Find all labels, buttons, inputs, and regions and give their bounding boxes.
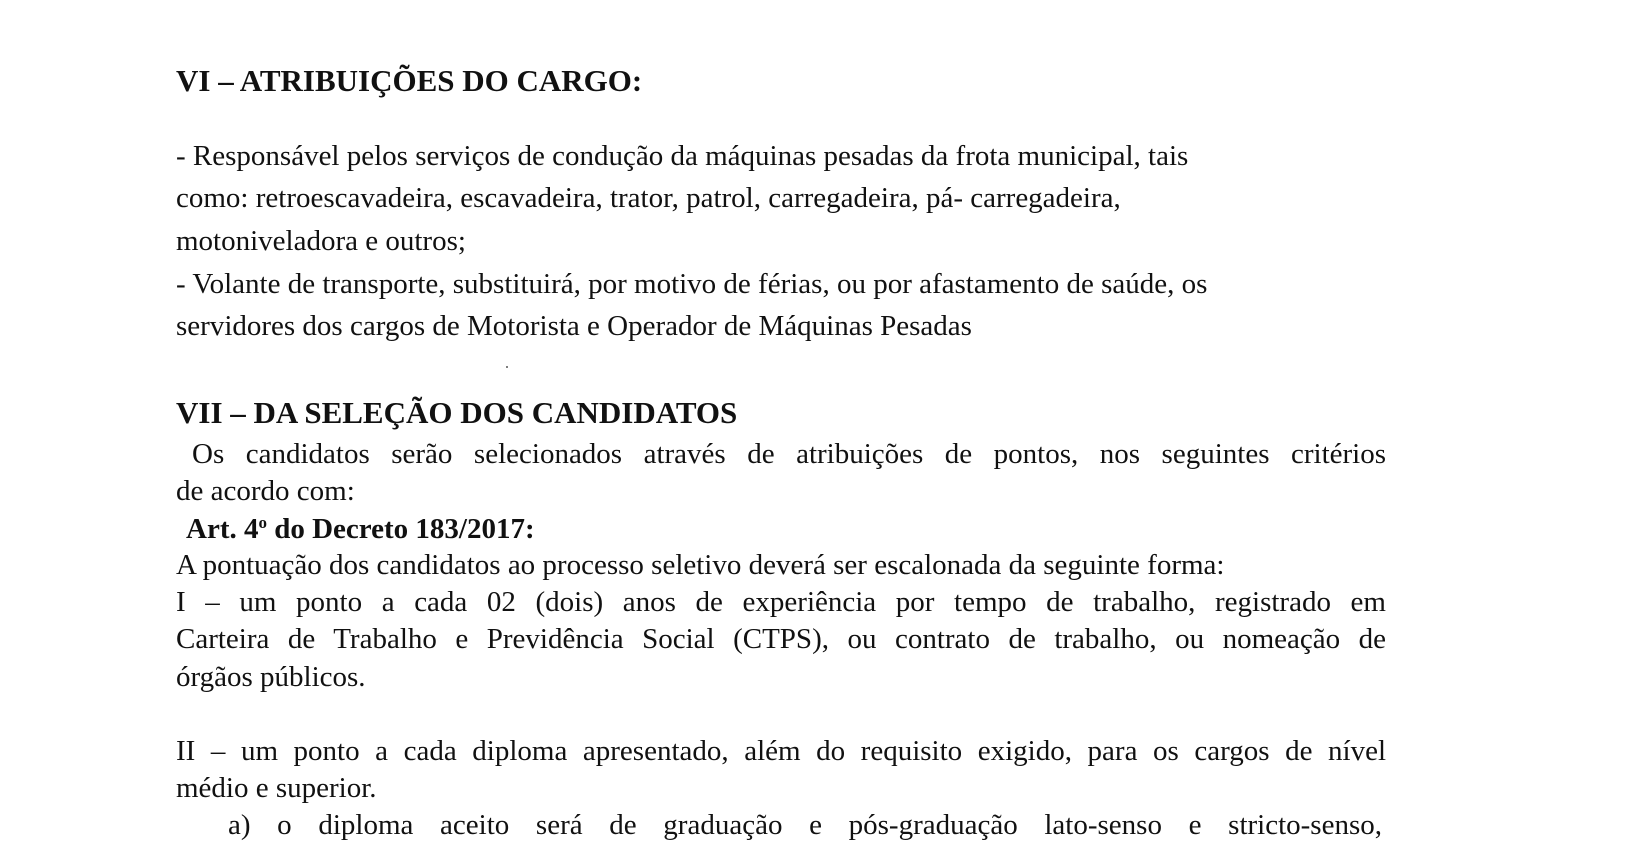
article-suffix: do Decreto 183/2017: xyxy=(266,513,535,545)
item-ii-line-1: II – um ponto a cada diploma apresentado, além do requisito exigido, para os cargos de nível xyxy=(176,735,1386,767)
article-prefix: Art. 4 xyxy=(186,513,259,545)
section-vii-intro-line-1: Os candidatos serão selecionados através de atribuições de pontos, nos seguintes critérios xyxy=(192,438,1386,470)
section-vi-line-5: servidores dos cargos de Motorista e Operador de Máquinas Pesadas xyxy=(176,310,972,342)
section-vi-line-1: - Responsável pelos serviços de condução da máquinas pesadas da frota municipal, tais xyxy=(176,140,1189,172)
item-i-line-3: órgãos públicos. xyxy=(176,661,366,693)
article-reference xyxy=(186,512,535,546)
section-vii-heading: VII – DA SELEÇÃO DOS CANDIDATOS xyxy=(176,395,738,430)
pontuacao-line: A pontuação dos candidatos ao processo seletivo deverá ser escalonada da seguinte forma: xyxy=(176,549,1225,581)
item-i-line-2: Carteira de Trabalho e Previdência Social (CTPS), ou contrato de trabalho, ou nomeação de xyxy=(176,623,1386,655)
item-ii-a-line: a) o diploma aceito será de graduação e pós-graduação lato-senso e stricto-senso, xyxy=(228,809,1382,841)
section-vi-line-3: motoniveladora e outros; xyxy=(176,225,466,257)
section-vi-line-2: como: retroescavadeira, escavadeira, trator, patrol, carregadeira, pá- carregadeira, xyxy=(176,182,1121,214)
section-vii-intro-line-2: de acordo com: xyxy=(176,475,355,507)
item-ii-line-2: médio e superior. xyxy=(176,772,377,804)
article-ordinal: o xyxy=(258,513,267,532)
section-vi-heading: VI – ATRIBUIÇÕES DO CARGO: xyxy=(176,63,643,98)
scan-speck xyxy=(506,366,508,368)
section-vi-line-4: - Volante de transporte, substituirá, por motivo de férias, ou por afastamento de saúde, os xyxy=(176,268,1208,300)
item-i-line-1: I – um ponto a cada 02 (dois) anos de experiência por tempo de trabalho, registrado em xyxy=(176,586,1386,618)
